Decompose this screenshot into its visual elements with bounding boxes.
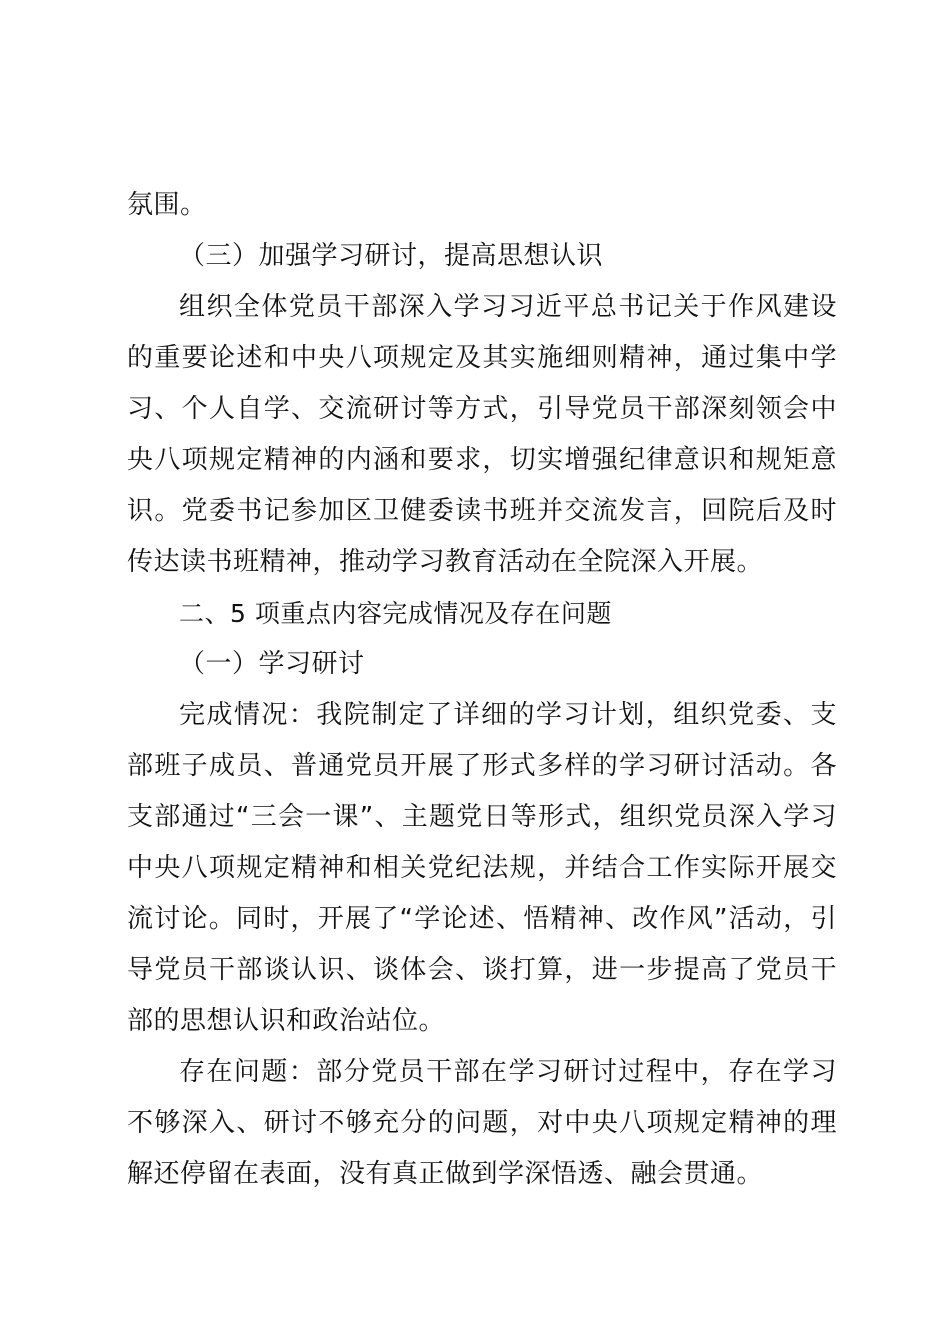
subsection-1-heading: （一）学习研讨: [179, 649, 365, 679]
problem-paragraph: 存在问题：部分党员干部在学习研讨过程中，存在学习不够深入、研讨不够充分的问题，对中央八项规定精神的理解还停留在表面，没有真正做到学深悟透、融会贯通。: [127, 1057, 837, 1189]
section-3-paragraph: 组织全体党员干部深入学习习近平总书记关于作风建设的重要论述和中央八项规定及其实施细则精神，通过集中学习、个人自学、交流研讨等方式，引导党员干部深刻领会中央八项规定精神的内涵和要求，切实增强纪律意识和规矩意识。党委书记参加区卫健委读书班并交流发言，回院后及时传达读书班精神，推动学习教育活动在全院深入开展。: [127, 292, 837, 577]
completion-paragraph: 完成情况：我院制定了详细的学习计划，组织党委、支部班子成员、普通党员开展了形式多样的学习研讨活动。各支部通过“三会一课”、主题党日等形式，组织党员深入学习中央八项规定精神和相关党纪法规，并结合工作实际开展交流讨论。同时，开展了“学论述、悟精神、改作风”活动，引导党员干部谈认识、谈体会、谈打算，进一步提高了党员干部的思想认识和政治站位。: [127, 700, 837, 1036]
continuation-text: 氛围。: [127, 190, 207, 220]
section-3-heading: （三）加强学习研讨，提高思想认识: [179, 241, 604, 271]
part-2-heading: 二、5 项重点内容完成情况及存在问题: [179, 599, 612, 628]
document-body: [127, 180, 837, 1200]
